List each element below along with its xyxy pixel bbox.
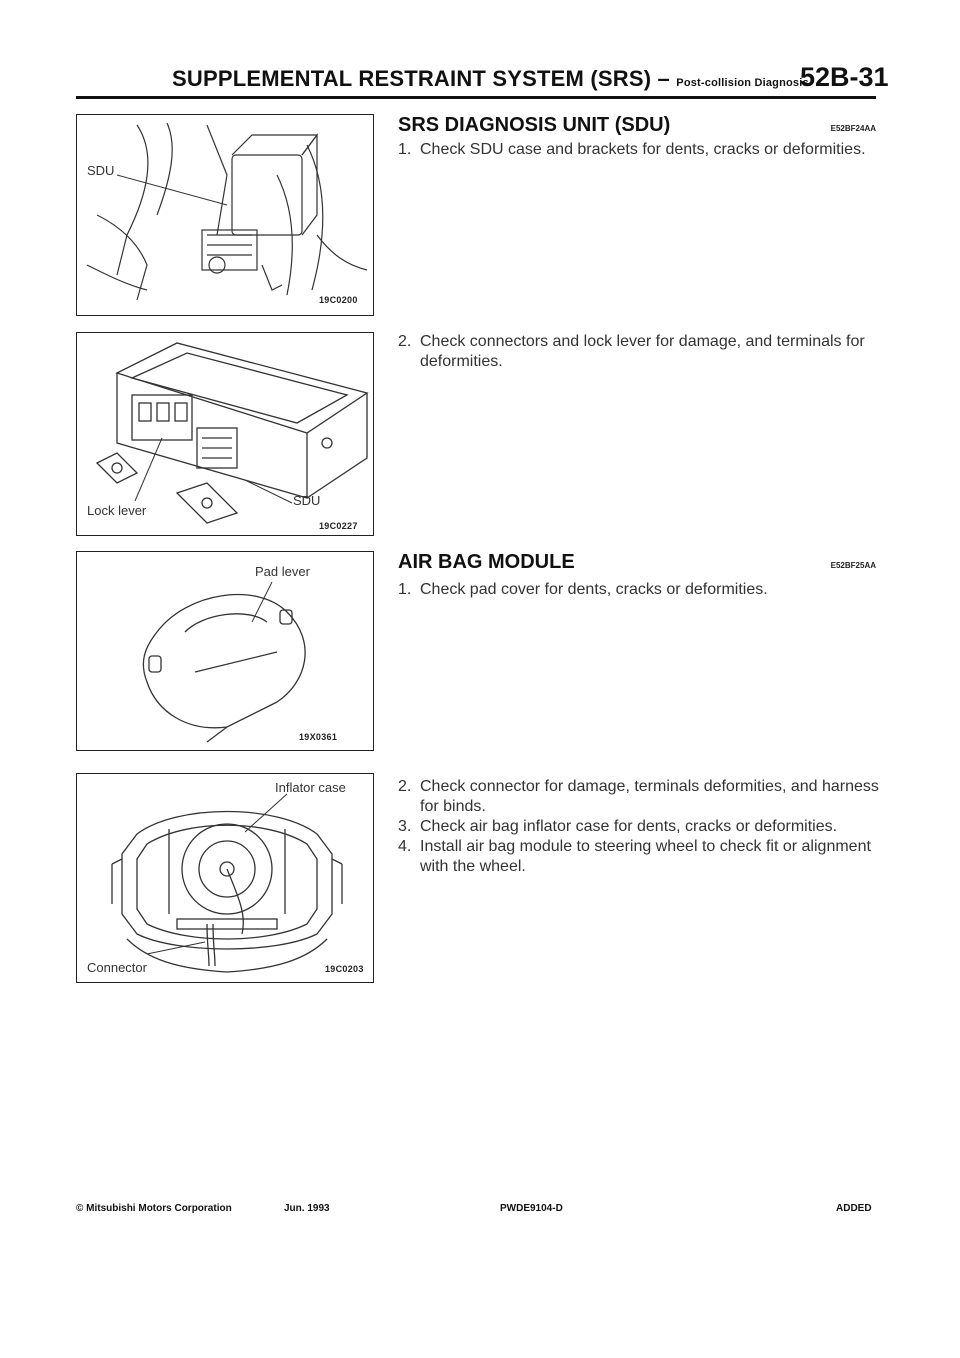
footer-doc-code: PWDE9104-D	[500, 1203, 563, 1214]
callout-pad-lever: Pad lever	[255, 564, 310, 579]
step-number: 4.	[398, 838, 412, 855]
callout-inflator-case: Inflator case	[275, 780, 346, 795]
step-number: 1.	[398, 141, 412, 158]
step-text: Check pad cover for dents, cracks or deformities.	[420, 581, 768, 598]
step-item	[398, 777, 884, 817]
step-list	[398, 140, 884, 160]
step-list	[398, 580, 884, 600]
page-title-text: SUPPLEMENTAL RESTRAINT SYSTEM (SRS) –	[172, 66, 670, 91]
page-header	[0, 0, 960, 110]
header-rule	[76, 96, 876, 99]
step-item	[398, 580, 884, 600]
footer-copyright: © Mitsubishi Motors Corporation	[76, 1203, 232, 1214]
figure-inflator-case	[76, 773, 374, 983]
callout-sdu: SDU	[87, 163, 115, 178]
step-item	[398, 837, 884, 877]
inflator-case-illustration	[77, 774, 373, 982]
step-number: 2.	[398, 778, 412, 795]
step-text: Check connectors and lock lever for damage, and terminals for deformities.	[420, 333, 865, 370]
step-text: Check air bag inflator case for dents, cracks or deformities.	[420, 818, 838, 835]
airbag-pad-illustration	[77, 552, 373, 750]
step-number: 2.	[398, 333, 412, 350]
figure-sdu-location	[76, 114, 374, 316]
step-item	[398, 140, 884, 160]
sdu-location-illustration	[77, 115, 373, 315]
footer-date: Jun. 1993	[284, 1203, 330, 1214]
figure-code: 19X0361	[299, 732, 338, 742]
step-item	[398, 817, 884, 837]
figure-code: 19C0203	[325, 964, 364, 974]
section-code-airbag: E52BF25AA	[830, 561, 876, 570]
step-list	[398, 777, 884, 877]
page-subtitle: Post-collision Diagnosis	[676, 77, 809, 89]
callout-connector: Connector	[87, 960, 147, 975]
step-number: 3.	[398, 818, 412, 835]
page-number: 52B-31	[800, 62, 889, 92]
page-title	[172, 66, 809, 92]
section-title-sdu: SRS DIAGNOSIS UNIT (SDU)	[398, 114, 671, 136]
section-code-sdu: E52BF24AA	[830, 124, 876, 133]
step-list	[398, 332, 884, 372]
step-item	[398, 332, 884, 372]
section-title-airbag: AIR BAG MODULE	[398, 551, 575, 573]
callout-lock-lever: Lock lever	[87, 503, 147, 518]
step-text: Check SDU case and brackets for dents, cracks or deformities.	[420, 141, 866, 158]
callout-sdu: SDU	[293, 493, 321, 508]
figure-code: 19C0227	[319, 521, 358, 531]
figure-sdu-connectors	[76, 332, 374, 536]
figure-airbag-pad	[76, 551, 374, 751]
step-text: Check connector for damage, terminals deformities, and harness for binds.	[420, 778, 879, 815]
step-number: 1.	[398, 581, 412, 598]
footer-status: ADDED	[836, 1203, 872, 1214]
figure-code: 19C0200	[319, 295, 358, 305]
page-footer	[76, 1203, 884, 1223]
step-text: Install air bag module to steering wheel to check fit or alignment with the wheel.	[420, 838, 871, 875]
